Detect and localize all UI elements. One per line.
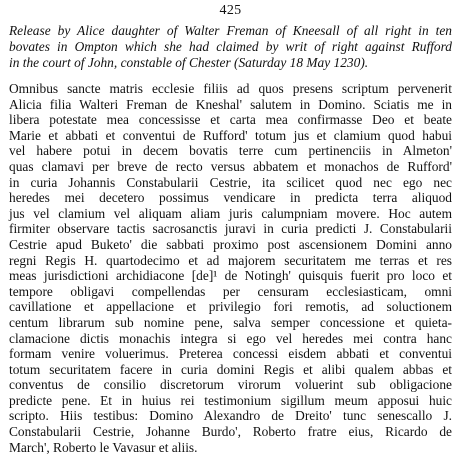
body-line: regni Regis H. quartodecimo et ad majorem securitatem me terras et res — [9, 252, 452, 268]
body-line: Omnibus sancte matris ecclesie filiis ad quos presens scriptum pervenerit — [9, 81, 452, 96]
body-line: predicte pene. Et in huius rei testimonium sigillum meum apposui huic — [9, 392, 452, 408]
body-line: vel habere potui in decem bovatis terre cum pertinenciis in Almeton' — [9, 143, 452, 159]
heading-line: Release by Alice daughter of Walter Freman of Kneesall of all right in ten — [9, 23, 452, 38]
document-page — [9, 0, 452, 455]
body-line: cavillatione et appellacione et privilegio fori remotis, ad soluctionem — [9, 299, 452, 315]
body-line: formam venire voluerimus. Preterea concessi eisdem abbati et conventui — [9, 346, 452, 362]
body-line: clamacione dictis monachis integra si ego vel heredes mei contra hanc — [9, 330, 452, 346]
body-line: Cestrie apud Buketo' die sabbati proximo post ascensionem Domini anno — [9, 236, 452, 252]
body-line: scripto. Hiis testibus: Domino Alexandro de Dreito' tunc senescallo J. — [9, 408, 452, 424]
body-line: quas clamavi per breve de recto versus abbatem et monachos de Rufford' — [9, 158, 452, 174]
body-line: heredes mei decetero possimus vendicare in predicta terra aliquod — [9, 190, 452, 206]
body-line: Marie et abbati et conventui de Rufford' totum jus et clamium quod habui — [9, 127, 452, 143]
body-line: Alicia filia Walteri Freman de Kneshal' salutem in Domino. Sciatis me in — [9, 96, 452, 112]
charter-text — [9, 81, 452, 455]
body-line: libera potestate mea concessisse et carta mea confirmasse Deo et beate — [9, 112, 452, 128]
heading-line: in the court of John, constable of Chester (Saturday 18 May 1230). — [9, 55, 369, 70]
body-line: tempore obligavi compellendas per censuram ecclesiasticam, omni — [9, 283, 452, 299]
body-line: conventus de consilio discretorum virorum voluerint sub obligacione — [9, 377, 452, 393]
body-line: firmiter observare tactis sacrosanctis juravi in curia predicti J. Constabularii — [9, 221, 452, 237]
page-number: 425 — [219, 3, 242, 18]
body-line: March', Roberto le Vavasur et aliis. — [9, 439, 198, 455]
document-heading — [9, 23, 452, 71]
body-line: meas jurisdictioni archidiacone [de]¹ de Notingh' quisquis fuerit pro loco et — [9, 268, 452, 284]
body-line: Constabularii Cestrie, Johanne Burdo', Roberto fratre eius, Ricardo de — [9, 424, 452, 440]
body-line: jus vel clamium vel aliquam aliam juris calumpniam movere. Hoc autem — [9, 205, 452, 221]
heading-line: bovates in Ompton which she had claimed by writ of right against Rufford — [9, 39, 452, 54]
body-line: totum securitatem facere in curia domini Regis et alibi qualem abbas et — [9, 361, 452, 377]
body-line: in curia Johannis Constabularii Cestrie, ita scilicet quod nec ego nec — [9, 174, 452, 190]
body-line: centum librarum sub nomine pene, salva semper concessione et quieta- — [9, 314, 452, 330]
